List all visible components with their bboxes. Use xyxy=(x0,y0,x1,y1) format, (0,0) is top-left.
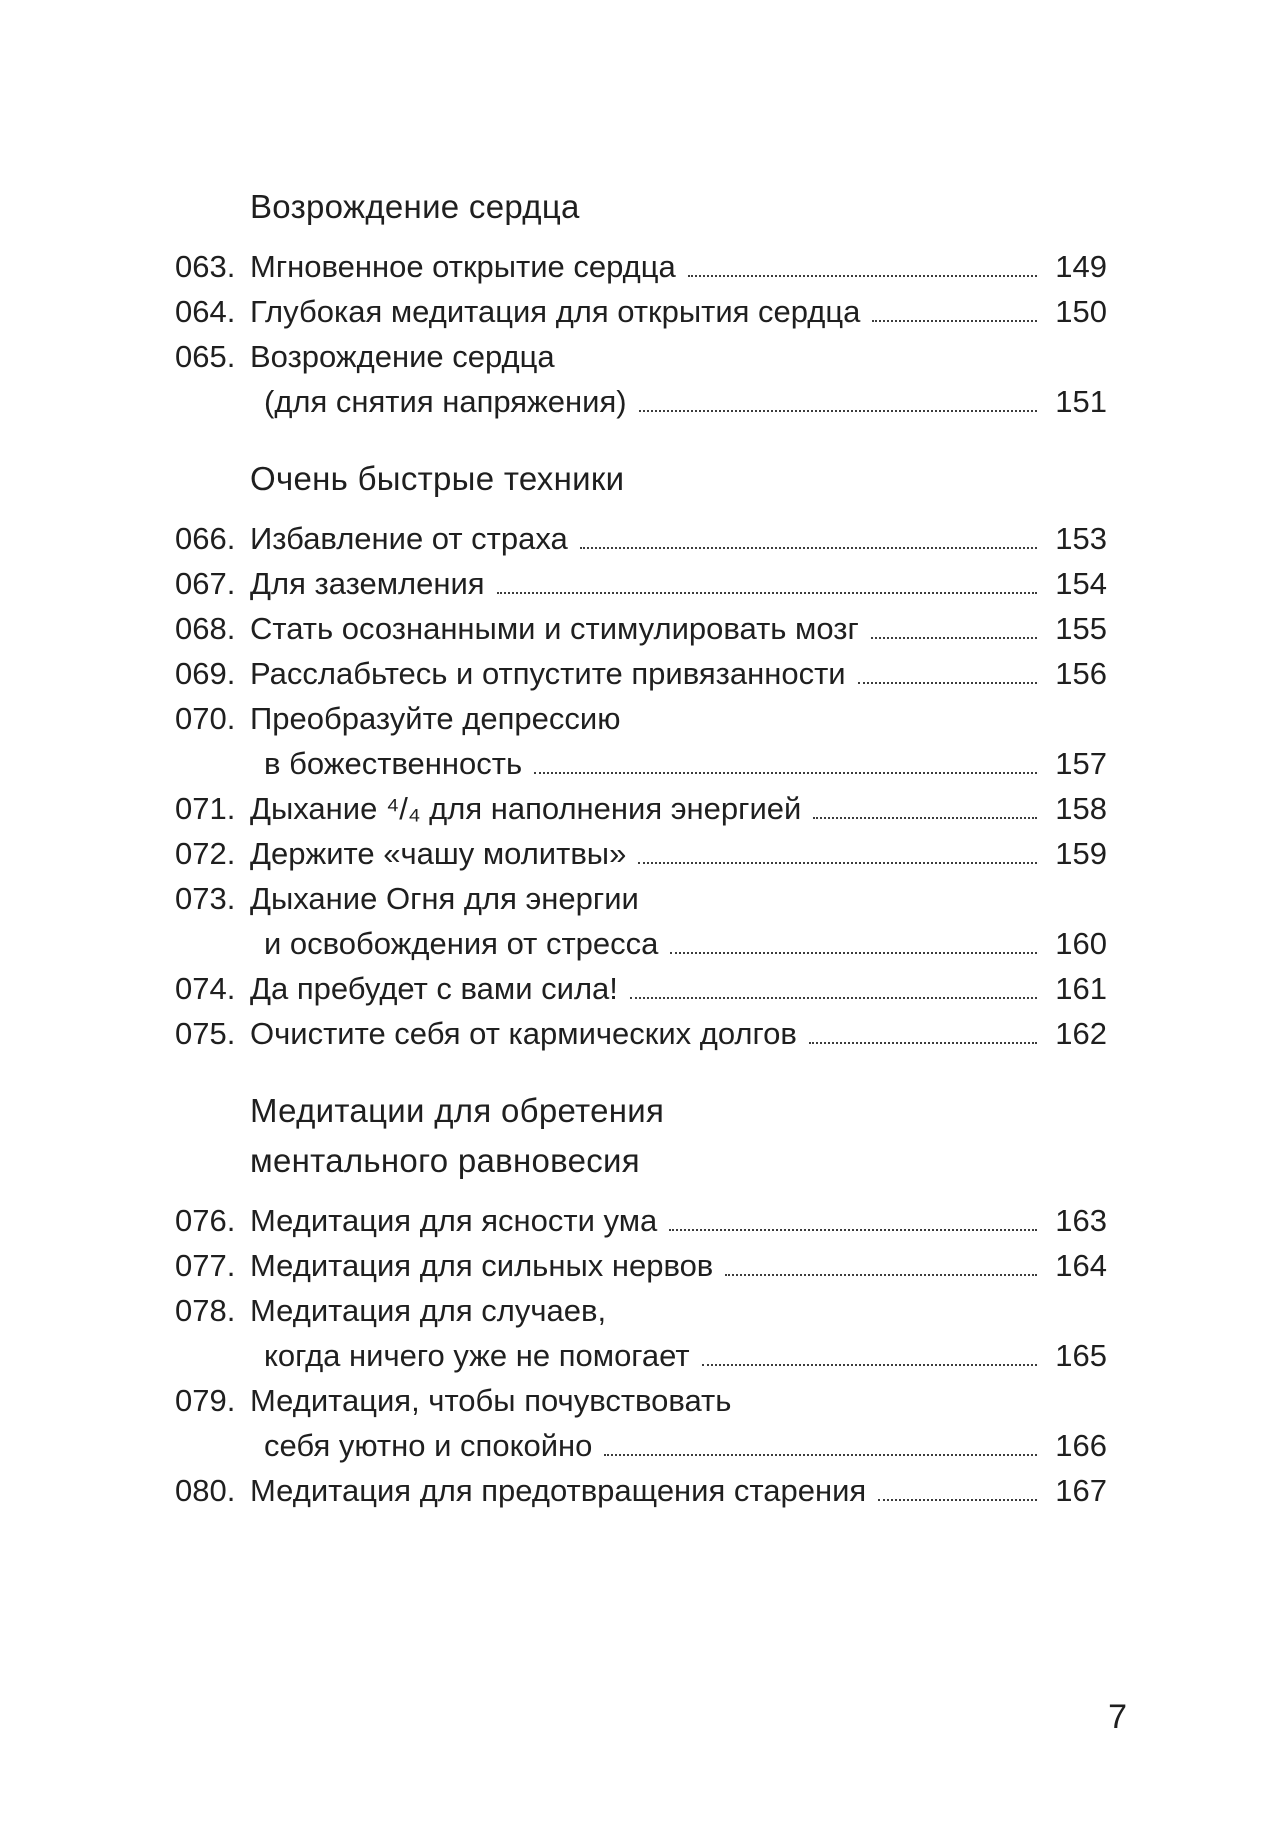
entry-title: Для заземления xyxy=(250,566,485,601)
entry-title: Да пребудет с вами сила! xyxy=(250,971,618,1006)
entry-page-number: 161 xyxy=(1055,971,1107,1006)
page-folio: 7 xyxy=(1108,1698,1127,1736)
toc-section xyxy=(175,454,1107,1056)
entry-page-number: 160 xyxy=(1055,926,1107,961)
entry-page-number: 157 xyxy=(1055,746,1107,781)
toc-entry-row xyxy=(175,516,1107,561)
entry-page-number: 167 xyxy=(1055,1473,1107,1508)
entry-title: Преобразуйте депрессию xyxy=(250,701,621,736)
entry-number: 074. xyxy=(175,971,236,1006)
entry-number: 075. xyxy=(175,1016,236,1051)
section-heading-text: ментального равновесия xyxy=(250,1142,640,1179)
dot-leader xyxy=(871,637,1037,639)
dot-leader xyxy=(702,1364,1037,1366)
entry-title: Стать осознанными и стимулировать мозг xyxy=(250,611,859,646)
entry-number: 071. xyxy=(175,791,236,826)
entry-number: 070. xyxy=(175,701,236,736)
entry-number: 063. xyxy=(175,249,236,284)
toc-entry-continuation-row xyxy=(175,741,1107,786)
entry-page-number: 155 xyxy=(1055,611,1107,646)
entry-number: 067. xyxy=(175,566,236,601)
entry-continuation: (для снятия напряжения) xyxy=(264,384,627,419)
section-heading-text: Возрождение сердца xyxy=(250,188,580,225)
toc-entry-row xyxy=(175,966,1107,1011)
table-of-contents xyxy=(175,182,1107,1513)
toc-entry-row xyxy=(175,561,1107,606)
entry-page-number: 150 xyxy=(1055,294,1107,329)
entry-page-number: 149 xyxy=(1055,249,1107,284)
section-heading-text: Очень быстрые техники xyxy=(250,460,625,497)
entry-page-number: 158 xyxy=(1055,791,1107,826)
entry-title: Медитация, чтобы почувствовать xyxy=(250,1383,732,1418)
entry-title: Медитация для ясности ума xyxy=(250,1203,658,1238)
toc-entry-row xyxy=(175,1011,1107,1056)
entry-title: Дыхание ⁴/₄ для наполнения энергией xyxy=(250,791,802,826)
entry-number: 066. xyxy=(175,521,236,556)
entry-page-number: 162 xyxy=(1055,1016,1107,1051)
dot-leader xyxy=(809,1042,1037,1044)
entry-number: 073. xyxy=(175,881,236,916)
entry-number: 080. xyxy=(175,1473,236,1508)
entry-title: Очистите себя от кармических долгов xyxy=(250,1016,797,1051)
dot-leader xyxy=(813,817,1037,819)
entry-number: 076. xyxy=(175,1203,236,1238)
dot-leader xyxy=(604,1454,1037,1456)
dot-leader xyxy=(725,1274,1037,1276)
toc-entry-row xyxy=(175,876,1107,921)
entry-number: 065. xyxy=(175,339,236,374)
section-heading-text: Медитации для обретения xyxy=(250,1092,665,1129)
dot-leader xyxy=(497,592,1037,594)
toc-entry-continuation-row xyxy=(175,1423,1107,1468)
entry-page-number: 165 xyxy=(1055,1338,1107,1373)
entry-number: 079. xyxy=(175,1383,236,1418)
entry-page-number: 151 xyxy=(1055,384,1107,419)
dot-leader xyxy=(688,275,1037,277)
toc-section-heading xyxy=(175,1086,1107,1136)
entry-title: Возрождение сердца xyxy=(250,339,555,374)
toc-section-heading xyxy=(175,182,1107,232)
toc-entry-row xyxy=(175,334,1107,379)
entry-number: 077. xyxy=(175,1248,236,1283)
entry-page-number: 156 xyxy=(1055,656,1107,691)
entry-title: Медитация для предотвращения старения xyxy=(250,1473,867,1508)
entry-continuation: когда ничего уже не помогает xyxy=(264,1338,690,1373)
toc-entry-row xyxy=(175,831,1107,876)
toc-entry-continuation-row xyxy=(175,1333,1107,1378)
entry-number: 078. xyxy=(175,1293,236,1328)
entry-title: Мгновенное открытие сердца xyxy=(250,249,676,284)
toc-entry-row xyxy=(175,606,1107,651)
dot-leader xyxy=(534,772,1037,774)
toc-entry-row xyxy=(175,696,1107,741)
toc-section xyxy=(175,182,1107,424)
entry-number: 064. xyxy=(175,294,236,329)
toc-section xyxy=(175,1086,1107,1513)
toc-entry-row xyxy=(175,1378,1107,1423)
dot-leader xyxy=(638,862,1037,864)
toc-entry-row xyxy=(175,289,1107,334)
toc-entry-row xyxy=(175,1288,1107,1333)
entry-title: Медитация для сильных нервов xyxy=(250,1248,714,1283)
section-heading-block xyxy=(175,1086,1107,1186)
toc-entry-row xyxy=(175,651,1107,696)
entry-page-number: 163 xyxy=(1055,1203,1107,1238)
dot-leader xyxy=(858,682,1037,684)
entry-number: 068. xyxy=(175,611,236,646)
toc-section-heading xyxy=(175,454,1107,504)
dot-leader xyxy=(670,952,1037,954)
toc-entry-continuation-row xyxy=(175,379,1107,424)
entry-title: Расслабьтесь и отпустите привязанности xyxy=(250,656,846,691)
dot-leader xyxy=(669,1229,1037,1231)
entry-title: Глубокая медитация для открытия сердца xyxy=(250,294,861,329)
dot-leader xyxy=(580,547,1037,549)
toc-entry-row xyxy=(175,786,1107,831)
dot-leader xyxy=(872,320,1037,322)
entry-continuation: и освобождения от стресса xyxy=(264,926,659,961)
toc-entry-row xyxy=(175,1198,1107,1243)
entry-page-number: 159 xyxy=(1055,836,1107,871)
entry-page-number: 166 xyxy=(1055,1428,1107,1463)
entry-number: 072. xyxy=(175,836,236,871)
entry-page-number: 164 xyxy=(1055,1248,1107,1283)
toc-entry-row xyxy=(175,1243,1107,1288)
section-heading-block xyxy=(175,454,1107,504)
section-heading-block xyxy=(175,182,1107,232)
entry-title: Держите «чашу молитвы» xyxy=(250,836,627,871)
entry-title: Медитация для случаев, xyxy=(250,1293,607,1328)
toc-entry-row xyxy=(175,244,1107,289)
toc-entry-continuation-row xyxy=(175,921,1107,966)
dot-leader xyxy=(878,1499,1037,1501)
toc-entry-row xyxy=(175,1468,1107,1513)
entry-continuation: в божественность xyxy=(264,746,523,781)
entry-title: Дыхание Огня для энергии xyxy=(250,881,639,916)
entry-number: 069. xyxy=(175,656,236,691)
entry-page-number: 154 xyxy=(1055,566,1107,601)
dot-leader xyxy=(630,997,1037,999)
entry-continuation: себя уютно и спокойно xyxy=(264,1428,593,1463)
entry-title: Избавление от страха xyxy=(250,521,568,556)
entry-page-number: 153 xyxy=(1055,521,1107,556)
dot-leader xyxy=(639,410,1037,412)
toc-section-heading xyxy=(175,1136,1107,1186)
